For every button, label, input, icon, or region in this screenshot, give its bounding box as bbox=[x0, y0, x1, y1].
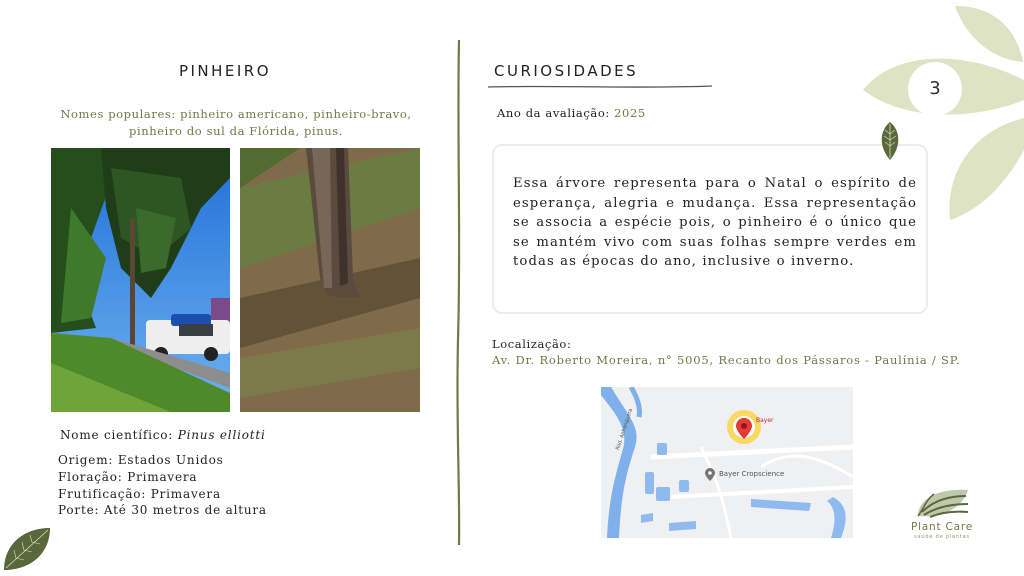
tree-facts bbox=[58, 452, 267, 519]
title-underline bbox=[488, 84, 712, 90]
curiosities-title: CURIOSIDADES bbox=[494, 62, 639, 80]
brand-tagline: saúde de plantas bbox=[914, 534, 970, 540]
tree-photo-trunk bbox=[240, 148, 420, 412]
location-address: Av. Dr. Roberto Moreira, n° 5005, Recanto dos Pássaros - Paulínia / SP. bbox=[492, 353, 961, 367]
popular-names bbox=[40, 106, 432, 140]
tree-title: PINHEIRO bbox=[178, 62, 272, 80]
scientific-name bbox=[60, 428, 266, 442]
fact-origin: Origem: Estados Unidos bbox=[58, 453, 224, 467]
location-map[interactable] bbox=[601, 387, 853, 538]
page-number: 3 bbox=[908, 62, 962, 116]
fact-flowering: Floração: Primavera bbox=[58, 469, 198, 484]
scientific-name-label: Nome científico: bbox=[60, 428, 178, 442]
location-label: Localização: bbox=[492, 337, 572, 351]
corner-leaf-icon bbox=[0, 524, 52, 574]
map-label-main: Bayer Cropscience bbox=[719, 470, 785, 478]
brand-name: Plant Care bbox=[910, 521, 974, 533]
map-label-road: Rod. Anhanguera bbox=[615, 407, 635, 451]
fact-size: Porte: Até 30 metros de altura bbox=[58, 503, 267, 518]
evaluation-year-label: Ano da avaliação: bbox=[497, 106, 615, 120]
fact-fruiting: Frutificação: Primavera bbox=[58, 486, 221, 501]
popular-names-line2: pinheiro do sul da Flórida, pinus. bbox=[129, 124, 343, 138]
popular-names-line1: Nomes populares: pinheiro americano, pinheiro-bravo, bbox=[60, 107, 412, 121]
evaluation-year bbox=[497, 106, 646, 120]
scientific-name-value: Pinus elliotti bbox=[177, 428, 266, 442]
tree-photo-road bbox=[51, 148, 230, 412]
evaluation-year-value: 2025 bbox=[614, 106, 646, 120]
map-label-pin: Bayer bbox=[756, 417, 774, 424]
leaf-icon bbox=[876, 120, 904, 162]
curiosity-text: Essa árvore representa para o Natal o espírito de esperança, alegria e mudança. Essa representação se associa a espécie pois, o pinheiro é o único que se mantém vivo com suas folhas sempre verdes em todas as épocas do ano, inclusive o inverno. bbox=[513, 176, 917, 270]
column-divider bbox=[455, 40, 463, 545]
